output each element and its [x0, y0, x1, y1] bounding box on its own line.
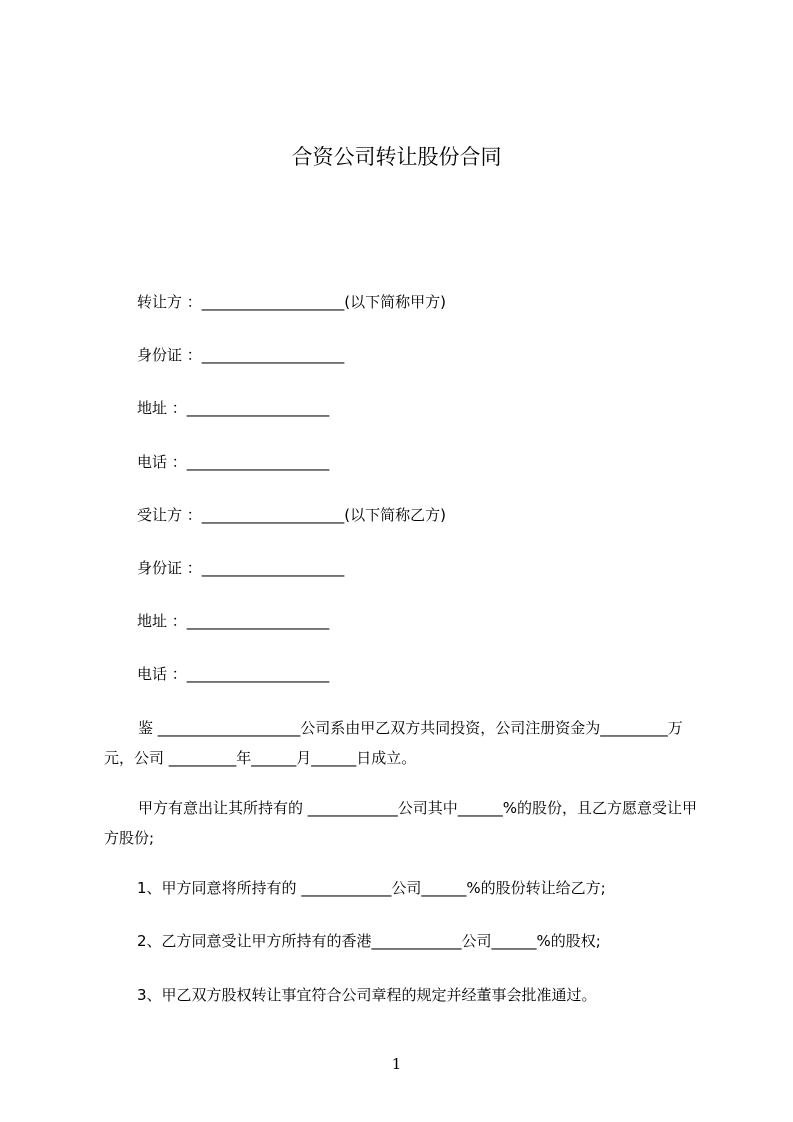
recital-paragraph-1 — [104, 713, 704, 773]
clause-1: 1、甲方同意将所持有的 ____________公司______%的股份转让给乙方; — [137, 879, 606, 897]
transferee-phone-line: 电话 ：___________________ — [137, 665, 330, 683]
transferor-address-line: 地址 ：___________________ — [137, 399, 330, 417]
transferee-name-line: 受让方 ：___________________(以下简称乙方) — [137, 506, 446, 524]
clause-3: 3、甲乙双方股权转让事宜符合公司章程的规定并经董事会批准通过。 — [137, 986, 597, 1004]
transferee-address-line: 地址 ：___________________ — [137, 612, 330, 630]
recital-paragraph-2 — [104, 793, 704, 853]
transferor-phone-line: 电话 ：___________________ — [137, 453, 330, 471]
document-title: 合资公司转让股份合同 — [291, 145, 502, 169]
transferee-id-line: 身份证 ：___________________ — [137, 559, 345, 577]
transferor-id-line: 身份证 ：___________________ — [137, 346, 345, 364]
page-number: 1 — [391, 1055, 402, 1073]
transferor-name-line: 转让方 ：___________________(以下简称甲方) — [137, 293, 446, 311]
clause-2: 2、乙方同意受让甲方所持有的香港____________公司______%的股权; — [137, 932, 601, 950]
recital-text-1: 鉴 ___________________公司系由甲乙双方共同投资，公司注册资金为_________万元，公司 _________年______月______日成立。 — [104, 719, 683, 767]
recital-text-2: 甲方有意出让其所持有的 ____________公司其中______%的股份，且乙方愿意受让甲方股份; — [104, 799, 698, 847]
